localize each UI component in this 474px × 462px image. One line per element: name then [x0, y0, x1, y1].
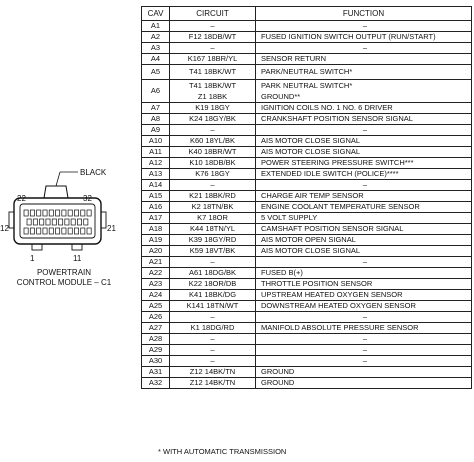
cell-cav: A10 — [142, 136, 170, 147]
cell-function: POWER STEERING PRESSURE SWITCH*** — [256, 158, 472, 169]
cell-function: UPSTREAM HEATED OXYGEN SENSOR — [256, 290, 472, 301]
cell-cav: A25 — [142, 301, 170, 312]
table-row — [142, 169, 472, 180]
cell-function: SENSOR RETURN — [256, 54, 472, 65]
table-row — [142, 202, 472, 213]
connector-cavity — [68, 210, 72, 216]
cell-cav: A29 — [142, 345, 170, 356]
cell-circuit: – — [170, 345, 256, 356]
footnote: * WITH AUTOMATIC TRANSMISSION — [158, 447, 287, 456]
cell-cav: A2 — [142, 32, 170, 43]
connector-cavity — [56, 210, 60, 216]
cell-circuit: K141 18TN/WT — [170, 301, 256, 312]
table-row — [142, 334, 472, 345]
cell-cav: A30 — [142, 356, 170, 367]
table-row — [142, 301, 472, 312]
connector-caption-line2: CONTROL MODULE – C1 — [16, 277, 112, 287]
cell-function — [256, 80, 472, 103]
table-row — [142, 290, 472, 301]
cell-cav: A7 — [142, 103, 170, 114]
cell-function-line: PARK NEUTRAL SWITCH* — [261, 81, 353, 90]
table-row — [142, 345, 472, 356]
cell-circuit: K40 18BR/WT — [170, 147, 256, 158]
cell-circuit: K60 18YL/BK — [170, 136, 256, 147]
connector-cavity — [74, 210, 78, 216]
cavity-grid — [24, 210, 91, 234]
cell-circuit: K2 18TN/BK — [170, 202, 256, 213]
connector-cavity — [77, 219, 81, 225]
cell-cav: A26 — [142, 312, 170, 323]
cell-cav: A4 — [142, 54, 170, 65]
connector-cavity — [71, 219, 75, 225]
table-row — [142, 103, 472, 114]
connector-color-label: BLACK — [80, 168, 107, 177]
cell-cav: A8 — [142, 114, 170, 125]
connector-cavity — [40, 219, 44, 225]
cell-circuit: – — [170, 125, 256, 136]
table-row — [142, 32, 472, 43]
cell-circuit: K24 18GY/BK — [170, 114, 256, 125]
cell-cav: A21 — [142, 257, 170, 268]
table-row — [142, 43, 472, 54]
cell-cav: A13 — [142, 169, 170, 180]
table-row — [142, 65, 472, 80]
cell-function: AIS MOTOR OPEN SIGNAL — [256, 235, 472, 246]
connector-cavity — [62, 210, 66, 216]
connector-cavity — [46, 219, 50, 225]
cell-circuit: – — [170, 21, 256, 32]
cell-circuit: K39 18GY/RD — [170, 235, 256, 246]
table-row — [142, 378, 472, 389]
pin-label-right: 21 — [107, 224, 116, 233]
table-row — [142, 147, 472, 158]
table-row — [142, 125, 472, 136]
cell-function: – — [256, 21, 472, 32]
cell-cav: A20 — [142, 246, 170, 257]
cell-cav: A23 — [142, 279, 170, 290]
connector-cavity — [24, 228, 28, 234]
table-row — [142, 268, 472, 279]
cell-cav: A28 — [142, 334, 170, 345]
connector-cavity — [68, 228, 72, 234]
cell-circuit — [170, 80, 256, 103]
table-row — [142, 180, 472, 191]
cell-circuit: K59 18VT/BK — [170, 246, 256, 257]
connector-latch — [44, 186, 68, 198]
connector-cavity — [33, 219, 37, 225]
cell-function: AIS MOTOR CLOSE SIGNAL — [256, 246, 472, 257]
connector-cavity — [59, 219, 63, 225]
cell-cav: A5 — [142, 65, 170, 80]
cell-circuit: K44 18TN/YL — [170, 224, 256, 235]
cell-function: – — [256, 345, 472, 356]
table-row — [142, 80, 472, 103]
pin-label-top-right: 32 — [83, 194, 92, 203]
table-row — [142, 114, 472, 125]
connector-caption-line1: POWERTRAIN — [36, 268, 92, 277]
table-row — [142, 367, 472, 378]
connector-cavity — [24, 210, 28, 216]
table-row — [142, 356, 472, 367]
connector-cavity — [52, 219, 56, 225]
cell-function: – — [256, 356, 472, 367]
cell-circuit: – — [170, 356, 256, 367]
cell-function: GROUND — [256, 378, 472, 389]
connector-cavity — [43, 210, 47, 216]
cell-circuit: K1 18DG/RD — [170, 323, 256, 334]
cell-cav: A11 — [142, 147, 170, 158]
cell-circuit: K41 18BK/DG — [170, 290, 256, 301]
cell-function: GROUND — [256, 367, 472, 378]
cell-cav: A6 — [142, 80, 170, 103]
cell-function: – — [256, 43, 472, 54]
table-header-row — [142, 7, 472, 21]
cell-function: THROTTLE POSITION SENSOR — [256, 279, 472, 290]
cell-circuit-line: Z1 18BK — [197, 92, 228, 101]
table-row — [142, 257, 472, 268]
connector-cavity — [65, 219, 69, 225]
cell-circuit: K10 18DB/BK — [170, 158, 256, 169]
cell-cav: A24 — [142, 290, 170, 301]
cell-cav: A16 — [142, 202, 170, 213]
cell-function: – — [256, 312, 472, 323]
cell-cav: A12 — [142, 158, 170, 169]
cell-circuit: Z12 14BK/TN — [170, 367, 256, 378]
cell-cav: A17 — [142, 213, 170, 224]
cell-circuit: T41 18BK/WT — [170, 65, 256, 80]
cell-circuit: K21 18BK/RD — [170, 191, 256, 202]
cell-function: – — [256, 257, 472, 268]
table-row — [142, 246, 472, 257]
cell-circuit: K19 18GY — [170, 103, 256, 114]
table-row — [142, 191, 472, 202]
cell-function: ENGINE COOLANT TEMPERATURE SENSOR — [256, 202, 472, 213]
cell-cav: A32 — [142, 378, 170, 389]
table-row — [142, 136, 472, 147]
cell-circuit: K22 18OR/DB — [170, 279, 256, 290]
table-row — [142, 279, 472, 290]
connector-cavity — [49, 210, 53, 216]
cell-function-line: GROUND** — [261, 92, 301, 101]
cell-circuit: – — [170, 43, 256, 54]
table-row — [142, 213, 472, 224]
connector-diagram — [0, 150, 130, 300]
cell-cav: A9 — [142, 125, 170, 136]
connector-cavity — [81, 228, 85, 234]
connector-cavity — [27, 219, 31, 225]
cell-circuit: – — [170, 257, 256, 268]
cell-function: – — [256, 180, 472, 191]
connector-cavity — [30, 210, 34, 216]
cell-circuit: Z12 14BK/TN — [170, 378, 256, 389]
connector-cavity — [37, 228, 41, 234]
connector-cavity — [49, 228, 53, 234]
cell-cav: A15 — [142, 191, 170, 202]
header-circuit: CIRCUIT — [170, 7, 256, 21]
cell-circuit: K167 18BR/YL — [170, 54, 256, 65]
table-row — [142, 312, 472, 323]
cell-circuit-line: T41 18BK/WT — [188, 81, 237, 90]
connector-cavity — [87, 228, 91, 234]
cell-cav: A1 — [142, 21, 170, 32]
cell-function: 5 VOLT SUPPLY — [256, 213, 472, 224]
cell-function: IGNITION COILS NO. 1 NO. 6 DRIVER — [256, 103, 472, 114]
header-cav: CAV — [142, 7, 170, 21]
connector-caption — [4, 268, 124, 287]
connector-cavity — [43, 228, 47, 234]
cell-circuit: K76 18GY — [170, 169, 256, 180]
cell-function: AIS MOTOR CLOSE SIGNAL — [256, 147, 472, 158]
cell-function: EXTENDED IDLE SWITCH (POLICE)**** — [256, 169, 472, 180]
table-row — [142, 323, 472, 334]
connector-cavity — [81, 210, 85, 216]
cell-function: CAMSHAFT POSITION SENSOR SIGNAL — [256, 224, 472, 235]
table-row — [142, 235, 472, 246]
connector-cavity — [74, 228, 78, 234]
pin-label-bottom-left: 1 — [30, 254, 35, 263]
connector-cavity — [56, 228, 60, 234]
cell-function: – — [256, 334, 472, 345]
connector-cavity — [62, 228, 66, 234]
connector-cavity — [87, 210, 91, 216]
cell-cav: A31 — [142, 367, 170, 378]
cell-function: CRANKSHAFT POSITION SENSOR SIGNAL — [256, 114, 472, 125]
connector-cavity — [37, 210, 41, 216]
connector-cavity — [84, 219, 88, 225]
cell-cav: A27 — [142, 323, 170, 334]
cell-function: FUSED IGNITION SWITCH OUTPUT (RUN/START) — [256, 32, 472, 43]
table-row — [142, 54, 472, 65]
pin-label-top-left: 22 — [17, 194, 26, 203]
cell-cav: A3 — [142, 43, 170, 54]
cell-function: DOWNSTREAM HEATED OXYGEN SENSOR — [256, 301, 472, 312]
cell-function: PARK/NEUTRAL SWITCH* — [256, 65, 472, 80]
cell-cav: A18 — [142, 224, 170, 235]
cell-circuit: F12 18DB/WT — [170, 32, 256, 43]
header-function: FUNCTION — [256, 7, 472, 21]
cell-cav: A14 — [142, 180, 170, 191]
cell-function: CHARGE AIR TEMP SENSOR — [256, 191, 472, 202]
table-row — [142, 158, 472, 169]
pin-label-bottom-right: 11 — [73, 254, 82, 263]
cell-circuit: – — [170, 312, 256, 323]
connector-cavity — [30, 228, 34, 234]
cell-function: FUSED B(+) — [256, 268, 472, 279]
table-row — [142, 224, 472, 235]
cell-cav: A19 — [142, 235, 170, 246]
cell-function: MANIFOLD ABSOLUTE PRESSURE SENSOR — [256, 323, 472, 334]
cell-circuit: K7 18OR — [170, 213, 256, 224]
cell-circuit: – — [170, 180, 256, 191]
cell-circuit: A61 18DG/BK — [170, 268, 256, 279]
cell-cav: A22 — [142, 268, 170, 279]
cell-function: – — [256, 125, 472, 136]
pin-label-left: 12 — [0, 224, 9, 233]
cell-function: AIS MOTOR CLOSE SIGNAL — [256, 136, 472, 147]
table-row — [142, 21, 472, 32]
cell-circuit: – — [170, 334, 256, 345]
pinout-table — [141, 6, 472, 389]
